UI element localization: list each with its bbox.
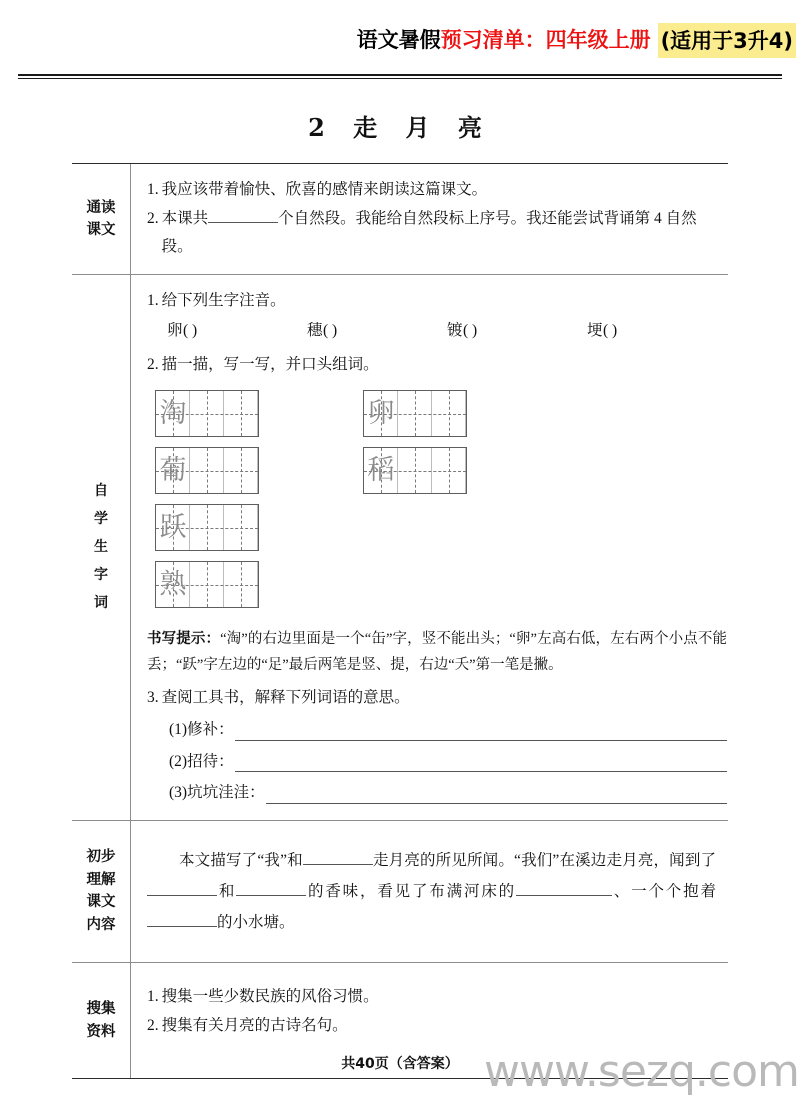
tianzige-cell [190,562,224,607]
table-row-self-study-vocab [72,275,728,821]
pinyin-item[interactable] [587,317,727,346]
tianzige-cell [190,448,224,493]
paragraph-part: 走月亮的所见所闻。“我们”在溪边走月亮，闻到了 [372,851,717,869]
row-label-line: 自 [94,483,108,500]
tianzige-cell [224,562,258,607]
tianzige-cell [224,448,258,493]
table-row-comprehension [72,821,728,963]
vocabulary-answer-line[interactable] [147,779,727,808]
grid-column [363,390,571,504]
tianzige-cell [398,391,432,436]
row-body-read-text [131,164,728,274]
fill-in-blank[interactable] [236,895,306,896]
row-label-read-text [72,164,131,274]
row-label-line: 内容 [86,916,116,933]
vocabulary-answer-rule[interactable] [235,740,727,741]
row-body-self-study-vocab [131,275,739,820]
list-item-text: 给下列生字注音。 [161,292,286,310]
fill-in-blank[interactable] [208,222,278,223]
tianzige-model-char: 跃 [159,511,187,543]
writing-tip [147,626,727,678]
paragraph-part: 的小水塘。 [217,913,295,931]
tianzige-box[interactable] [155,447,259,494]
grid-column [155,504,363,618]
vocabulary-label: (3)坑坑洼洼： [169,784,265,802]
fill-in-blank[interactable] [147,926,217,927]
tianzige-box[interactable] [363,390,467,437]
pinyin-answer-paren: ( ) [603,321,618,339]
tianzige-box[interactable] [155,504,259,551]
pinyin-answer-paren: ( ) [183,321,198,339]
row-label-line: 词 [94,595,108,612]
tianzige-cell [224,505,258,550]
fill-in-blank[interactable] [147,895,217,896]
tianzige-model-char: 卵 [367,397,395,429]
paragraph-part: 、一个个抱着 [611,882,716,900]
site-watermark: www.sezq.com [484,1046,799,1097]
row-label-line: 理解 [86,871,116,888]
header-title-red: 预习清单：四年级上册 [440,27,651,52]
list-item-text: 搜集有关月亮的古诗名句。 [161,1016,348,1034]
row-label-comprehension [72,821,131,962]
pinyin-answer-paren: ( ) [323,321,338,339]
row-label-line: 资料 [86,1023,116,1040]
vocabulary-answer-rule[interactable] [266,803,727,804]
character-practice-grid-area [155,390,715,618]
list-item-number: 3. [147,689,159,707]
list-item-number: 2. [147,1016,159,1034]
pinyin-item[interactable] [307,317,447,346]
list-item-number: 2. [147,356,159,374]
pinyin-exercise-row [147,317,727,346]
vocabulary-answer-rule[interactable] [235,771,727,772]
vocabulary-label: (2)招待： [169,752,234,770]
paragraph-part: 和 [217,882,237,900]
pinyin-char: 镀 [447,321,464,339]
header-grade-badge: (适用于3升4) [658,23,796,58]
list-item-text: 查阅工具书，解释下列词语的意思。 [161,689,410,707]
tianzige-cell [398,448,432,493]
paragraph-part: 的香味，看见了布满河床的 [306,882,516,900]
tianzige-box[interactable] [155,390,259,437]
fill-sentence-part-b: 个自然段。我能给自然段标上序号。我还能尝试背诵第 4 自然段。 [161,209,697,256]
paragraph-part: 本文描写了“我”和 [179,851,303,869]
comprehension-paragraph [147,845,716,938]
tianzige-cell [190,505,224,550]
fill-sentence-part-a: 本课共 [161,209,209,227]
vocabulary-label: (1)修补： [169,720,234,738]
list-item-text: 我应该带着愉快、欣喜的感情来朗读这篇课文。 [161,181,488,198]
grid-column [155,390,363,504]
row-label-line: 课文 [86,222,116,238]
row-label-line: 课文 [86,894,116,911]
writing-tip-text: “淘”的右边里面是一个“缶”字，竖不能出头；“卵”左高右低，左右两个小点不能丢；“跃”字左边的“足”最后两笔是竖、提，右边“夭”第一笔是撇。 [147,631,728,674]
pinyin-answer-paren: ( ) [463,321,478,339]
pinyin-char: 埂 [587,321,604,339]
writing-tip-label: 书写提示： [147,631,221,648]
list-item [147,684,727,713]
pinyin-char: 卵 [167,321,184,339]
tianzige-model-char: 稻 [367,454,395,486]
list-item-text [162,205,716,262]
list-item [147,176,716,205]
tianzige-box[interactable] [155,561,259,608]
row-body-comprehension [131,821,728,962]
row-label-line: 学 [94,511,108,528]
tianzige-model-char: 熟 [159,568,187,600]
list-item-number: 1. [147,292,159,310]
fill-in-blank[interactable] [303,864,373,865]
row-label-line: 搜集 [86,1001,116,1018]
row-label-line: 字 [94,567,108,584]
pinyin-item[interactable] [167,317,307,346]
row-label-line: 初步 [86,849,116,866]
list-item [147,1012,716,1041]
row-label-line: 生 [94,539,108,556]
fill-in-blank[interactable] [516,895,612,896]
list-item [147,205,716,262]
header-divider-rule [18,74,782,79]
page-header [0,22,800,58]
pinyin-char: 穗 [307,321,324,339]
row-label-line: 通读 [86,199,116,216]
list-item [147,287,727,316]
vocabulary-answer-line[interactable] [147,748,727,777]
table-row-read-text [72,164,728,275]
row-label-self-study-vocab [72,275,131,820]
header-title-black: 语文暑假 [356,27,441,52]
list-item-number: 1. [147,987,159,1005]
page-footer-note: 共40页（含答案） [341,1056,459,1072]
vocabulary-answer-line[interactable] [147,716,727,745]
tianzige-box[interactable] [363,447,467,494]
tianzige-cell [432,448,466,493]
list-item [147,983,716,1012]
tianzige-cell [190,391,224,436]
pinyin-item[interactable] [447,317,587,346]
list-item [147,351,727,380]
tianzige-model-char: 葡 [159,454,187,486]
list-item-number: 1. [147,181,159,198]
list-item-text: 搜集一些少数民族的风俗习惯。 [161,987,379,1005]
tianzige-cell [432,391,466,436]
worksheet-table [72,163,728,1079]
list-item-number: 2. [147,209,159,227]
tianzige-model-char: 淘 [159,397,187,429]
tianzige-cell [224,391,258,436]
lesson-title: 2 走 月 亮 [308,113,492,142]
list-item-text: 描一描，写一写，并口头组词。 [161,356,379,374]
